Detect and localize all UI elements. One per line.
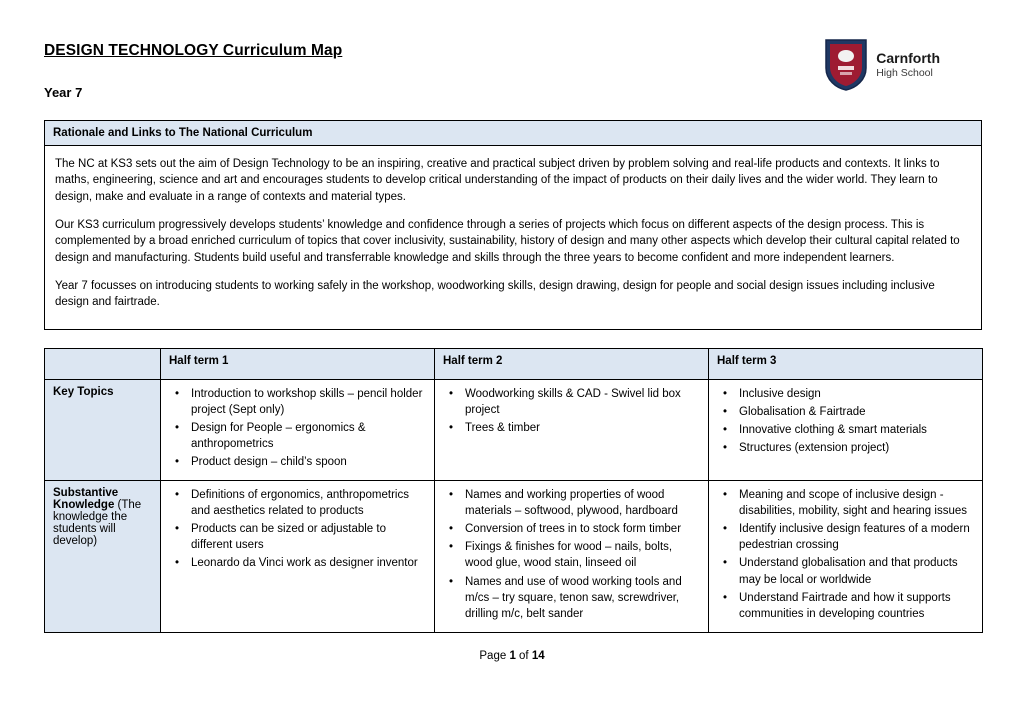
- list-item: • Identify inclusive design features of a modern pedestrian crossing: [737, 521, 974, 553]
- rationale-paragraph: The NC at KS3 sets out the aim of Design Technology to be an inspiring, creative and practical subject driven by problem solving and real-life products and contexts. It links to maths, engineering, science and art and encourages students to develop critical understanding of the impact of products on their daily lives and the wider world. They learn to design, make and evaluate in a range of contexts and material types.: [55, 158, 940, 203]
- cell-key-topics-ht2: [435, 379, 709, 480]
- title-block: [44, 36, 342, 100]
- page-title: DESIGN TECHNOLOGY Curriculum Map: [44, 42, 343, 59]
- list-item: • Structures (extension project): [737, 440, 974, 456]
- list-item: • Woodworking skills & CAD - Swivel lid box project: [463, 386, 700, 418]
- list-item: • Conversion of trees in to stock form timber: [463, 521, 700, 537]
- page-footer: [0, 650, 1024, 662]
- rationale-body: [45, 146, 981, 329]
- page-content: [44, 36, 982, 633]
- list-item: • Trees & timber: [463, 420, 700, 436]
- list-item: • Fixings & finishes for wood – nails, bolts, wood glue, wood stain, linseed oil: [463, 539, 700, 571]
- cell-substantive-ht2: [435, 481, 709, 633]
- school-logo: [824, 36, 982, 92]
- list-item: • Names and working properties of wood materials – softwood, plywood, hardboard: [463, 487, 700, 519]
- list-item: • Meaning and scope of inclusive design - disabilities, mobility, sight and hearing issues: [737, 487, 974, 519]
- rationale-paragraph: Our KS3 curriculum progressively develops students’ knowledge and confidence through a series of projects which focus on different aspects of the design process. This is complemented by a broad enriched curriculum of topics that cover inclusivity, sustainability, history of design and many other aspects which develop their cultural capital related to design and manufacturing. Students build useful and transferrable knowledge and skills through the three years to become confident and more independent learners.: [55, 218, 960, 264]
- footer-middle: of: [515, 650, 532, 662]
- column-header-half-term-1: Half term 1: [161, 348, 435, 379]
- row-label-note: (The knowledge the students will develop): [53, 499, 142, 548]
- list-item: • Innovative clothing & smart materials: [737, 422, 974, 438]
- cell-substantive-ht1: [161, 481, 435, 633]
- list-item: • Definitions of ergonomics, anthropometrics and aesthetics related to products: [189, 487, 426, 519]
- school-name: Carnforth: [876, 49, 940, 66]
- year-subtitle: Year 7: [44, 85, 83, 100]
- school-subtitle: High School: [876, 67, 933, 80]
- list-item: • Products can be sized or adjustable to different users: [189, 521, 426, 553]
- column-header-blank: [45, 348, 161, 379]
- table-row: [45, 379, 983, 480]
- rationale-paragraph: Year 7 focusses on introducing students to working safely in the workshop, woodworking skills, design drawing, design for people and social design issues including inclusive design and fairtrade.: [55, 279, 935, 309]
- list-item: • Leonardo da Vinci work as designer inventor: [189, 555, 426, 571]
- school-crest-icon: [824, 38, 868, 92]
- list-item: • Names and use of wood working tools and m/cs – try square, tenon saw, screwdriver, drilling m/c, belt sander: [463, 574, 700, 622]
- row-label-text: Substantive Knowledge: [53, 487, 119, 512]
- school-name-block: [876, 51, 940, 80]
- curriculum-table: [44, 348, 983, 633]
- list-item: • Inclusive design: [737, 386, 974, 402]
- rationale-heading: Rationale and Links to The National Curriculum: [45, 121, 981, 146]
- list-item: • Globalisation & Fairtrade: [737, 404, 974, 420]
- row-label-text: Key Topics: [53, 385, 114, 398]
- list-item: • Design for People – ergonomics & anthropometrics: [189, 420, 426, 452]
- table-header-row: [45, 348, 983, 379]
- cell-substantive-ht3: [709, 481, 983, 633]
- list-item: • Introduction to workshop skills – pencil holder project (Sept only): [189, 386, 426, 418]
- row-label-substantive-knowledge: [45, 481, 161, 633]
- list-item: • Understand globalisation and that products may be local or worldwide: [737, 555, 974, 587]
- list-item: • Understand Fairtrade and how it supports communities in developing countries: [737, 590, 974, 622]
- document-header: [44, 36, 982, 100]
- footer-current-page: 1: [509, 650, 516, 662]
- column-header-half-term-2: Half term 2: [435, 348, 709, 379]
- footer-prefix: Page: [479, 650, 510, 662]
- row-label-key-topics: [45, 379, 161, 480]
- cell-key-topics-ht1: [161, 379, 435, 480]
- list-item: • Product design – child’s spoon: [189, 454, 426, 470]
- rationale-section: [44, 120, 982, 330]
- cell-key-topics-ht3: [709, 379, 983, 480]
- table-row: [45, 481, 983, 633]
- footer-total-pages: 14: [531, 650, 545, 662]
- column-header-half-term-3: Half term 3: [709, 348, 983, 379]
